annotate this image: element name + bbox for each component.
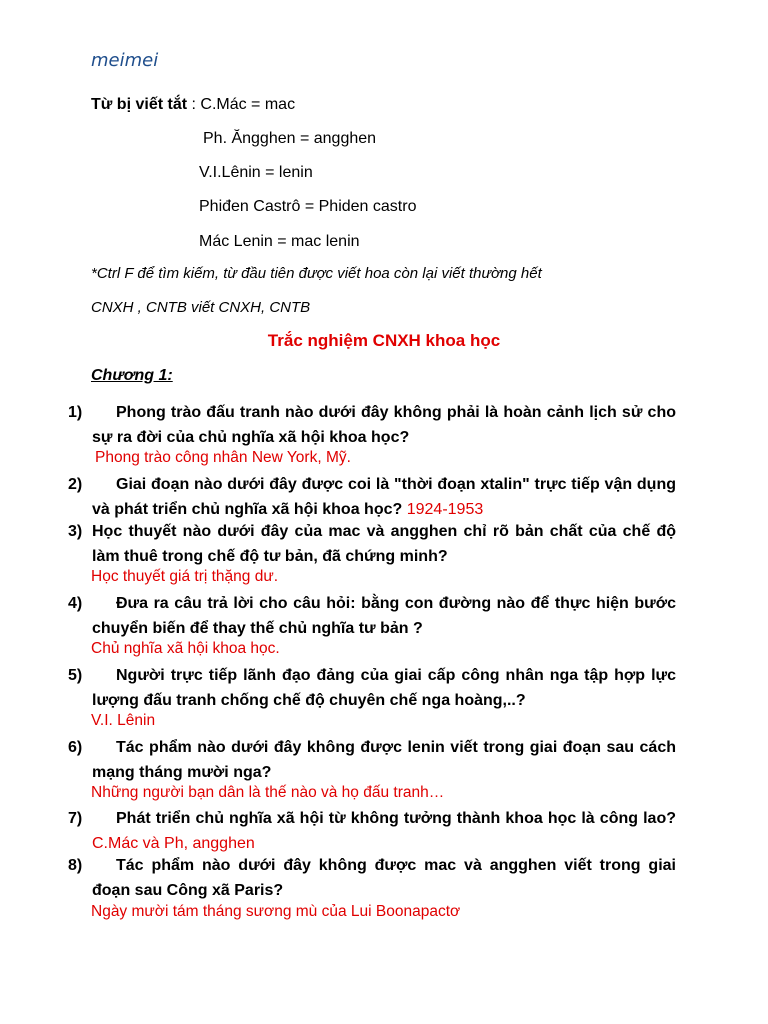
- question-number: 2): [68, 476, 83, 493]
- question-number: 3): [68, 523, 83, 540]
- question-text: Học thuyết nào dưới đây của mac và angghen chỉ rõ bản chất của chế độ làm thuê trong chế độ tư bản, đã chứng minh?: [92, 523, 676, 565]
- note-abbrev: CNXH , CNTB viết CNXH, CNTB: [91, 299, 311, 316]
- answer-text: Phong trào công nhân New York, Mỹ.: [95, 449, 351, 466]
- answer-text: 1924-1953: [406, 501, 484, 518]
- abbreviation-item: Phiđen Castrô = Phiden castro: [199, 198, 417, 215]
- question-text: Phát triển chủ nghĩa xã hội từ không tưởng thành khoa học là công lao?: [116, 810, 676, 827]
- question-item: [68, 400, 676, 450]
- question-number: 7): [68, 810, 83, 827]
- question-item: [68, 806, 676, 856]
- answer-text: Ngày mười tám tháng sương mù của Lui Boonapactơ: [91, 903, 461, 920]
- answer-text: C.Mác và Ph, angghen: [92, 835, 255, 852]
- answer-text: Học thuyết giá trị thặng dư.: [91, 568, 279, 585]
- page-title: Trắc nghiệm CNXH khoa học: [267, 331, 501, 350]
- abbreviation-item: V.I.Lênin = lenin: [199, 164, 313, 181]
- question-text: Tác phẩm nào dưới đây không được lenin viết trong giai đoạn sau cách mạng tháng mười nga?: [92, 739, 676, 781]
- question-item: [68, 472, 676, 522]
- note-search: *Ctrl F để tìm kiếm, từ đầu tiên được viết hoa còn lại viết thường hết: [91, 265, 542, 282]
- question-item: [68, 519, 676, 569]
- author-name: meimei: [91, 50, 159, 71]
- question-number: 4): [68, 595, 83, 612]
- answer-text: Chủ nghĩa xã hội khoa học.: [91, 640, 280, 657]
- answer-text: V.I. Lênin: [91, 712, 156, 729]
- question-item: [68, 591, 676, 641]
- question-item: [68, 853, 676, 903]
- answer-text: Những người bạn dân là thế nào và họ đấu tranh…: [91, 784, 445, 801]
- abbreviation-label: Từ bị viết tắt: [91, 96, 188, 113]
- question-text: Tác phẩm nào dưới đây không được mac và angghen viết trong giai đoạn sau Công xã Paris?: [92, 857, 676, 899]
- question-item: [68, 735, 676, 785]
- abbreviation-item: Ph. Ăngghen = angghen: [203, 130, 377, 147]
- abbreviation-line-1: [91, 95, 295, 115]
- question-text: Đưa ra câu trả lời cho câu hỏi: bằng con đường nào để thực hiện bước chuyển biến để thay thế chủ nghĩa tư bản ?: [92, 595, 676, 637]
- question-number: 5): [68, 667, 83, 684]
- question-item: [68, 663, 676, 713]
- abbreviation-item: : C.Mác = mac: [187, 96, 296, 113]
- question-number: 1): [68, 404, 83, 421]
- question-number: 6): [68, 739, 83, 756]
- question-text: Người trực tiếp lãnh đạo đảng của giai cấp công nhân nga tập hợp lực lượng đấu tranh chống chế độ chuyên chế nga hoàng,..?: [92, 667, 676, 709]
- abbreviation-item: Mác Lenin = mac lenin: [199, 233, 360, 250]
- question-text: Phong trào đấu tranh nào dưới đây không phải là hoàn cảnh lịch sử cho sự ra đời của chủ nghĩa xã hội khoa học?: [92, 404, 676, 446]
- question-text: Giai đoạn nào dưới đây được coi là "thời đoạn xtalin" trực tiếp vận dụng và phát triển chủ nghĩa xã hội khoa học?: [92, 476, 676, 518]
- question-number: 8): [68, 857, 83, 874]
- chapter-heading: Chương 1:: [91, 367, 173, 384]
